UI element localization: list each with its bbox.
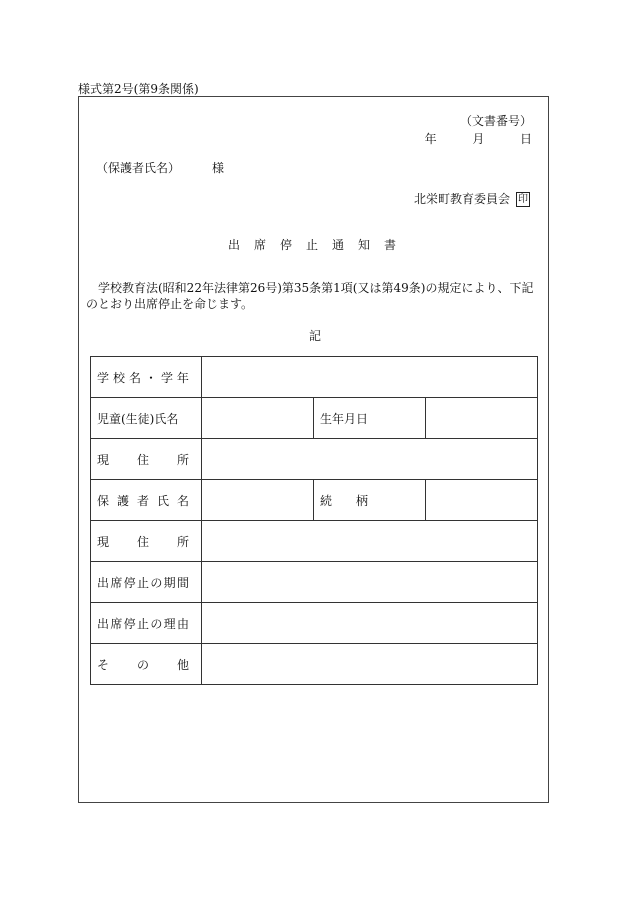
body-text: 学校教育法(昭和22年法律第26号)第35条第1項(又は第49条)の規定により、下記のとおり出席停止を命じます。 — [86, 281, 534, 311]
relation-label — [314, 480, 426, 521]
ki-heading: 記 — [308, 329, 321, 343]
table-row — [91, 644, 538, 685]
other-field[interactable] — [202, 644, 538, 685]
period-label — [91, 562, 202, 603]
birthdate-field[interactable] — [426, 398, 538, 439]
document-title: 出席停止通知書 — [227, 238, 410, 252]
reason-field[interactable] — [202, 603, 538, 644]
address-text: 現 住 所 — [97, 452, 189, 467]
year-label: 年 — [424, 132, 437, 146]
school-grade-field[interactable] — [202, 357, 538, 398]
month-label: 月 — [472, 132, 485, 146]
birthdate-label: 生年月日 — [314, 398, 426, 439]
seal-mark: 印 — [518, 194, 528, 205]
address-field[interactable] — [202, 439, 538, 480]
issuer-line — [414, 190, 530, 207]
address-label — [91, 439, 202, 480]
issuer-name: 北栄町教育委員会 — [413, 192, 510, 206]
school-grade-text: 学 校 名 ・ 学 年 — [97, 370, 189, 385]
other-text: そ の 他 — [97, 657, 189, 672]
school-grade-label — [91, 357, 202, 398]
details-table — [90, 356, 538, 685]
guardian-name-row-label — [91, 480, 202, 521]
reason-label — [91, 603, 202, 644]
student-name-field[interactable] — [202, 398, 314, 439]
period-field[interactable] — [202, 562, 538, 603]
other-label — [91, 644, 202, 685]
period-text: 出 席 停 止 の 期 間 — [97, 575, 189, 590]
student-name-text: 児童(生徒)氏名 — [97, 411, 179, 426]
form-number-label: 様式第2号(第9条関係) — [78, 82, 199, 96]
guardian-name-label: （保護者氏名） — [96, 161, 181, 175]
student-name-label — [91, 398, 202, 439]
table-row — [91, 562, 538, 603]
document-number: （文書番号） — [459, 114, 532, 128]
guardian-name-text: 保 護 者 氏 名 — [97, 493, 189, 508]
relation-field[interactable] — [426, 480, 538, 521]
day-label: 日 — [519, 132, 532, 146]
reason-text: 出 席 停 止 の 理 由 — [97, 616, 189, 631]
relation-text: 続 柄 — [320, 493, 368, 508]
guardian-address-text: 現 住 所 — [97, 534, 189, 549]
table-row — [91, 480, 538, 521]
table-row — [91, 439, 538, 480]
table-row — [91, 357, 538, 398]
guardian-address-field[interactable] — [202, 521, 538, 562]
guardian-address-label — [91, 521, 202, 562]
table-row — [91, 603, 538, 644]
table-row — [91, 398, 538, 439]
table-row — [91, 521, 538, 562]
guardian-name-field[interactable] — [202, 480, 314, 521]
honorific: 様 — [212, 161, 225, 175]
date-line — [425, 130, 532, 147]
